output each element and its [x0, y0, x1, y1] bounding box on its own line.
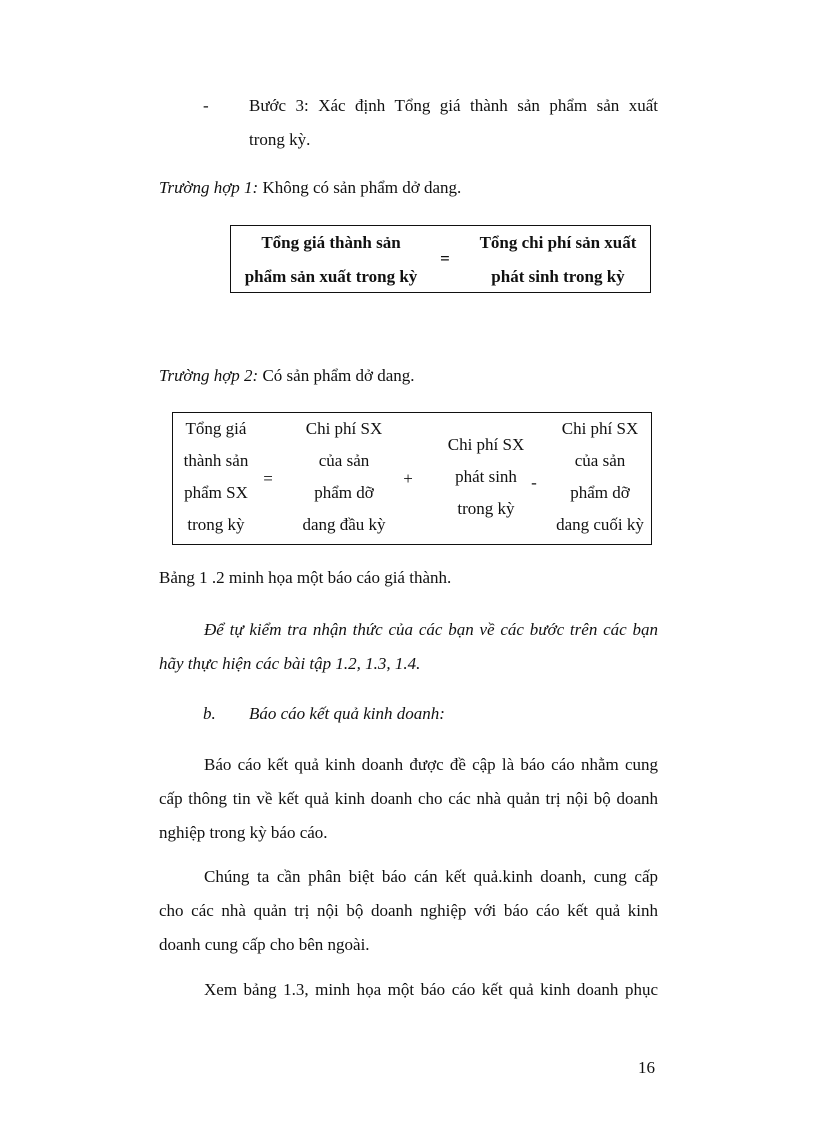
- term-a-line: phẩm SX: [184, 483, 248, 502]
- formula-2-term-opening-wip: [281, 413, 407, 541]
- term-a-line: thành sản: [183, 451, 249, 470]
- paragraph-3: [159, 973, 658, 1007]
- term-b-line: Chi phí SX: [305, 419, 383, 438]
- paragraph-2-line-1: Chúng ta cần phân biệt báo cán kết quả.kinh doanh, cung cấp: [204, 867, 658, 886]
- case-1-text: Không có sản phẩm dở dang.: [258, 178, 462, 197]
- formula-box-case-1: [230, 225, 651, 293]
- self-check-line-1: Để tự kiểm tra nhận thức của các bạn về các bước trên các bạn: [204, 620, 658, 639]
- case-2-text: Có sản phẩm dở dang.: [258, 366, 415, 385]
- formula-2-term-total-cost: [173, 413, 259, 541]
- term-b-line: của sản: [318, 451, 370, 470]
- page-number: 16: [638, 1058, 655, 1077]
- term-c-line: trong kỳ: [457, 499, 515, 518]
- formula-1-left-line-2: phẩm sản xuất trong kỳ: [244, 267, 418, 286]
- paragraph-2: [159, 860, 658, 962]
- paragraph-1: [159, 748, 658, 850]
- list-dash: -: [203, 96, 209, 115]
- case-2-label: Trường hợp 2:: [159, 366, 259, 385]
- table-caption: Bảng 1 .2 minh họa một báo cáo giá thành.: [159, 568, 452, 587]
- formula-1-right-line-2: phát sinh trong kỳ: [491, 267, 625, 286]
- term-d-line: của sản: [574, 451, 626, 470]
- subsection-letter: b.: [203, 704, 216, 723]
- formula-2-term-closing-wip: [549, 413, 651, 541]
- step-3-line-2: trong kỳ.: [249, 130, 311, 149]
- formula-1-right-term: [463, 226, 653, 294]
- paragraph-2-line-2: cho các nhà quản trị nội bộ doanh nghiệp với báo cáo kết quả kinh: [159, 901, 658, 920]
- term-d-line: phẩm dỡ: [570, 483, 630, 502]
- formula-2-equals: =: [263, 469, 273, 488]
- term-c-line: Chi phí SX: [447, 435, 525, 454]
- term-a-line: trong kỳ: [187, 515, 245, 534]
- term-d-line: Chi phí SX: [561, 419, 639, 438]
- formula-1-left-line-1: Tổng giá thành sản: [261, 233, 401, 252]
- term-d-line: dang cuối kỳ: [556, 515, 644, 534]
- paragraph-3-line-1: Xem bảng 1.3, minh họa một báo cáo kết quả kinh doanh phục: [204, 980, 658, 999]
- paragraph-2-line-3: doanh cung cấp cho bên ngoài.: [159, 935, 370, 954]
- formula-1-right-line-1: Tổng chi phí sản xuất: [479, 233, 637, 252]
- case-2-heading: [159, 364, 415, 388]
- paragraph-1-line-2: cấp thông tin về kết quả kinh doanh cho các nhà quản trị nội bộ doanh: [159, 789, 658, 808]
- step-3-line-1: Bước 3: Xác định Tổng giá thành sản phẩm sản xuất: [249, 96, 658, 115]
- case-1-heading: [159, 176, 461, 200]
- formula-2-minus: -: [531, 473, 537, 492]
- formula-box-case-2: [172, 412, 652, 545]
- self-check-paragraph: [159, 613, 658, 681]
- paragraph-1-line-3: nghiệp trong kỳ báo cáo.: [159, 823, 328, 842]
- formula-1-left-term: [231, 226, 431, 294]
- paragraph-1-line-1: Báo cáo kết quả kinh doanh được đề cập là báo cáo nhằm cung: [204, 755, 658, 774]
- term-c-line: phát sinh: [455, 467, 517, 486]
- formula-2-plus: +: [403, 469, 413, 488]
- term-b-line: dang đầu kỳ: [302, 515, 386, 534]
- term-a-line: Tổng giá: [185, 419, 247, 438]
- term-b-line: phẩm dỡ: [314, 483, 374, 502]
- self-check-line-2: hãy thực hiện các bài tập 1.2, 1.3, 1.4.: [159, 654, 421, 673]
- case-1-label: Trường hợp 1:: [159, 178, 259, 197]
- formula-1-equals: =: [440, 249, 450, 268]
- subsection-title: Báo cáo kết quả kinh doanh:: [249, 704, 445, 723]
